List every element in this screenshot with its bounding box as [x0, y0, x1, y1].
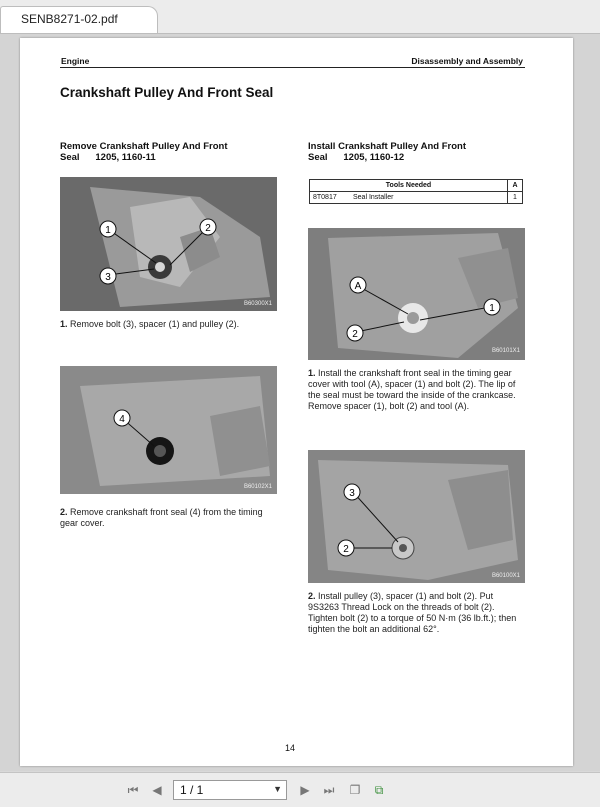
tools-title: Tools Needed [310, 180, 508, 192]
tools-table [309, 179, 523, 204]
tab-bar [0, 0, 600, 34]
tool-qty: 1 [508, 192, 523, 204]
navigation-toolbar [0, 772, 600, 807]
remove-heading-line1: Remove Crankshaft Pulley And Front [60, 141, 228, 152]
callout-3: 3 [105, 272, 111, 283]
remove-step1 [60, 319, 270, 330]
export-icon[interactable]: ⧉ [374, 783, 384, 797]
first-page-icon[interactable]: ⏮ [127, 783, 139, 797]
photo-install-pulley [308, 450, 525, 583]
tool-name: Seal Installer [350, 192, 508, 204]
header-rule [60, 67, 525, 68]
next-page-icon[interactable]: ▶ [300, 783, 310, 797]
install-step1 [308, 368, 526, 412]
page-selector[interactable] [173, 780, 287, 800]
photo-remove-seal [60, 366, 277, 494]
photo-code: B60100X1 [491, 573, 520, 579]
photo-code: B60102X1 [243, 484, 272, 490]
remove-step2 [60, 507, 270, 529]
photo-remove-pulley [60, 177, 277, 311]
install-step2 [308, 591, 526, 635]
copy-icon[interactable]: ❐ [349, 783, 361, 797]
callout-4: 4 [119, 414, 125, 425]
remove-heading [60, 141, 228, 163]
callout-2: 2 [205, 223, 211, 234]
install-step2-text: Install pulley (3), spacer (1) and bolt (2). Put 9S3263 Thread Lock on the threads of bolt (2). Tighten bolt (2) to a torque of 50 N·m (36 lb.ft.); then tighten the bolt an additional 62°. [308, 591, 517, 634]
callout-3: 3 [349, 488, 355, 499]
document-tab-title: SENB8271-02.pdf [21, 12, 118, 26]
photo-code: B60101X1 [491, 348, 520, 354]
callout-1: 1 [105, 225, 111, 236]
callout-A: A [354, 281, 362, 292]
install-step1-text: Install the crankshaft front seal in the timing gear cover with tool (A), spacer (1) and bolt (2). The lip of the seal must be toward the inside of the crankcase. Remove spacer (1), bolt (2) and tool (A). [308, 368, 516, 411]
header-left: Engine [61, 56, 90, 66]
document-tab[interactable] [0, 6, 158, 33]
header-right: Disassembly and Assembly [411, 56, 523, 66]
remove-step1-num: 1. [60, 319, 68, 329]
install-step2-num: 2. [308, 591, 316, 601]
tools-col-a: A [508, 180, 523, 192]
pdf-viewer[interactable] [0, 34, 600, 771]
tool-part: 8T0817 [310, 192, 351, 204]
last-page-icon[interactable]: ⏭ [323, 783, 335, 797]
install-step1-num: 1. [308, 368, 316, 378]
install-heading-line1: Install Crankshaft Pulley And Front [308, 141, 467, 152]
callout-1: 1 [489, 303, 495, 314]
remove-step2-num: 2. [60, 507, 68, 517]
photo-install-seal [308, 228, 525, 360]
install-heading-line2: Seal 1205, 1160-12 [308, 152, 405, 163]
remove-heading-line2: Seal 1205, 1160-11 [60, 152, 156, 163]
pdf-page [20, 38, 573, 766]
chevron-down-icon: ▼ [273, 784, 282, 794]
install-heading [308, 141, 466, 163]
remove-step1-text: Remove bolt (3), spacer (1) and pulley (2). [70, 319, 240, 329]
page-number: 14 [285, 743, 296, 753]
page-indicator: 1 / 1 [180, 783, 204, 797]
previous-page-icon[interactable]: ◀ [152, 783, 162, 797]
page-title: Crankshaft Pulley And Front Seal [60, 85, 274, 100]
photo-code: B60300X1 [243, 301, 272, 307]
callout-2: 2 [343, 544, 349, 555]
callout-2: 2 [352, 329, 358, 340]
remove-step2-text: Remove crankshaft front seal (4) from the timing gear cover. [60, 507, 263, 528]
